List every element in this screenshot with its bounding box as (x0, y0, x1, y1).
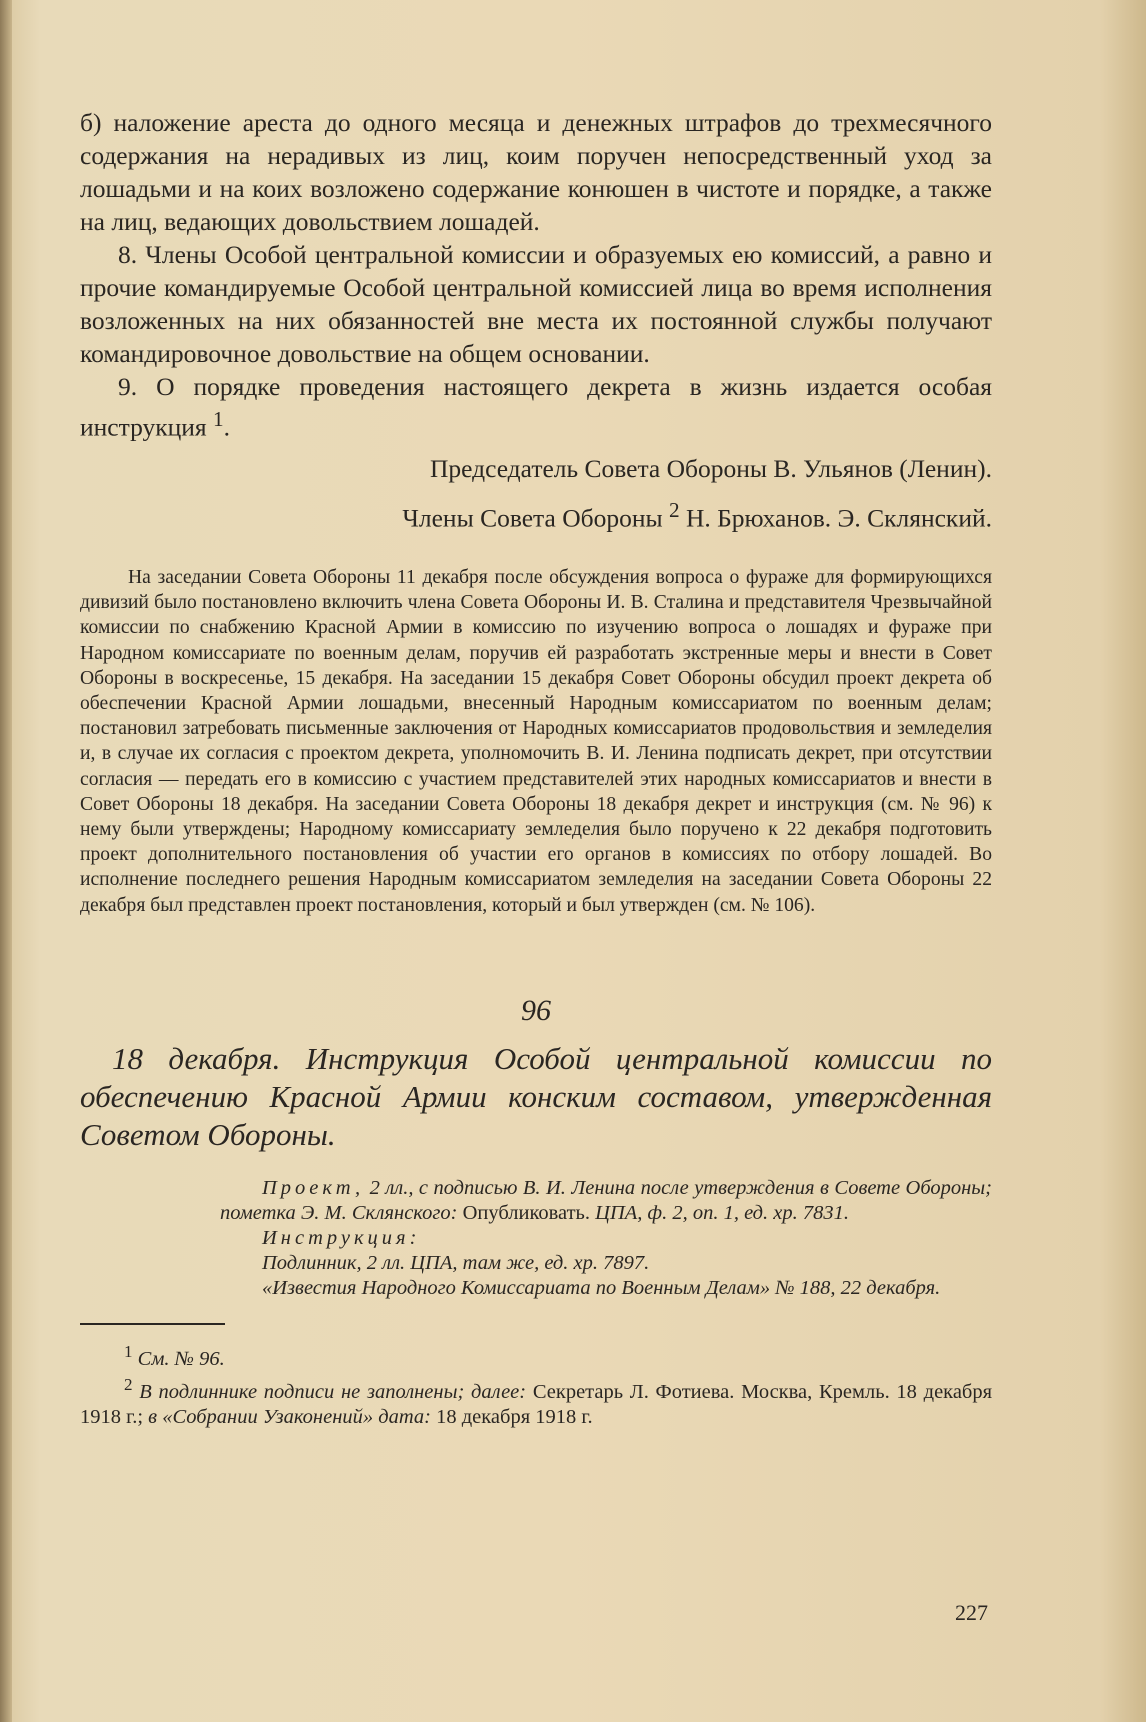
footnote-2-plain-2: 18 декабря 1918 г. (436, 1405, 593, 1428)
footnote-ref-2: 2 (669, 497, 680, 522)
source-line-1-text: 2 лл., с подписью В. И. Ленина после утверждения в Совете Обороны; пометка Э. М. Склянского: (220, 1176, 993, 1224)
page-content (80, 106, 992, 1430)
source-line-3: Подлинник, 2 лл. ЦПА, там же, ед. хр. 7897. (262, 1251, 650, 1274)
footnote-2 (80, 1372, 992, 1430)
signature-members-names: Н. Брюханов. Э. Склянский. (686, 503, 992, 532)
footnote-1-text: См. № 96. (137, 1347, 225, 1370)
document-number: 96 (521, 993, 551, 1027)
footnote-2-plain-1: Секретарь Л. Фотиева. Москва, Кремль. 18 декабря 1918 г.; (80, 1380, 993, 1428)
footnote-2-mark: 2 (124, 1374, 133, 1394)
source-label-draft: Проект, (262, 1176, 365, 1199)
page-binding-edge (0, 0, 12, 1722)
decree-paragraph-9 (80, 370, 992, 444)
source-notes (220, 1176, 992, 1301)
source-line-2 (220, 1226, 992, 1251)
footnote-1-mark: 1 (124, 1341, 133, 1361)
page-number: 227 (955, 1600, 988, 1625)
signature-members (80, 498, 992, 534)
signature-chairman: Председатель Совета Обороны В. Ульянов (Ленин). (429, 453, 992, 483)
source-line-1 (220, 1176, 992, 1226)
source-line-1-archive: ЦПА, ф. 2, оп. 1, ед. хр. 7831. (595, 1201, 850, 1224)
decree-paragraph-9-end: . (223, 412, 231, 442)
editorial-note: На заседании Совета Обороны 11 декабря после обсуждения вопроса о фураже для формирующихся дивизий было постановлено включить члена Совета Обороны И. В. Сталина и представителя Чрезвычайной комиссии по снабжению Красной Армии в комиссию по изучению вопроса о лошадях и фураже при Народном комиссариате по военным делам, поручив ей разработать экстренные меры и внести в Совет Обороны в воскресенье, 15 декабря. На заседании 15 декабря Совет Обороны обсудил проект декрета об обеспечении Красной Армии лошадьми, внесенный Народным комиссариатом по военным делам; постановил затребовать письменные заключения от Народных комиссариатов продовольствия и земледелия и, в случае их согласия с проектом декрета, уполномочить В. И. Ленина подписать декрет, при отсутствии согласия — передать его в комиссию с участием представителей этих народных комиссариатов и внести в Совет Обороны 18 декабря. На заседании Совета Обороны 18 декабря декрет и инструкция (см. № 96) к нему были утверждены; Народному комиссариату земледелия было поручено к 22 декабря подготовить проект дополнительного постановления об участии его органов в комиссиях по отбору лошадей. Во исполнение последнего решения Народным комиссариатом земледелия на заседании Совета Обороны 22 декабря был представлен проект постановления, который и был утвержден (см. № 106). (80, 567, 992, 916)
decree-paragraph-9-text: 9. О порядке проведения настоящего декрета в жизнь издается особая инструкция (80, 372, 992, 442)
footnote-2-italic-1: В подлиннике подписи не заполнены; далее: (139, 1380, 527, 1403)
source-line-4: «Известия Народного Комиссариата по Военным Делам» № 188, 22 декабря. (262, 1276, 941, 1299)
source-line-1-plain: Опубликовать. (462, 1201, 591, 1224)
footnote-divider (80, 1323, 225, 1325)
source-label-instruction: Инструкция: (262, 1226, 421, 1249)
decree-paragraph-b: б) наложение ареста до одного месяца и денежных штрафов до трехмесячного содержания на нерадивых из лиц, коим поручен непосредственный уход за лошадьми и на коих возложено содержание конюшен в чистоте и порядке, а также на лиц, ведающих довольствием лошадей. (80, 108, 992, 236)
document-title: 18 декабря. Инструкция Особой центральной комиссии по обеспечению Красной Армии конским составом, утвержденная Советом Обороны. (80, 1040, 992, 1152)
footnote-1 (80, 1339, 992, 1372)
signature-members-prefix: Члены Совета Обороны (402, 503, 663, 532)
footnote-ref-1: 1 (213, 407, 224, 431)
decree-paragraph-8: 8. Члены Особой центральной комиссии и образуемых ею комиссий, а равно и прочие командируемые Особой центральной комиссией лица во время исполнения возложенных на них обязанностей вне места их постоянной службы получают командировочное довольствие на общем основании. (80, 240, 992, 368)
footnote-2-italic-2: в «Собрании Узаконений» дата: (148, 1405, 431, 1428)
